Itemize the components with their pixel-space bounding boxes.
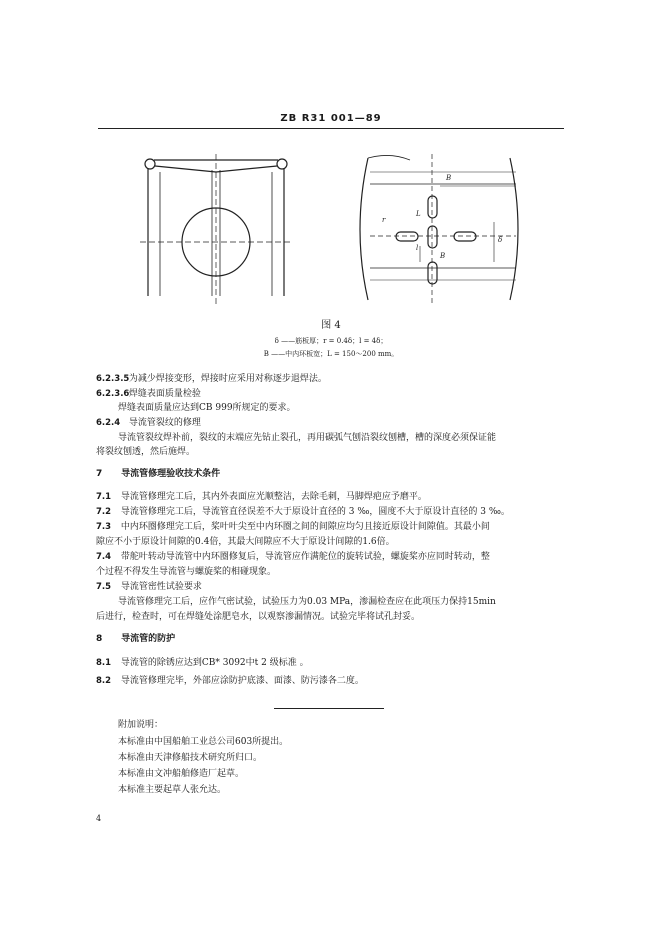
label-B-top: B bbox=[446, 174, 452, 182]
clause-number: 7.3 bbox=[96, 522, 112, 532]
clause-number: 8.2 bbox=[96, 676, 112, 686]
para-7-5 bbox=[96, 580, 202, 594]
document-header: ZB R31 001—89 bbox=[280, 113, 382, 124]
figure-4-drawing bbox=[120, 150, 540, 310]
clause-text: 导流管修理完工后，导流管直径误差不大于原设计直径的 3 ‰，圆度不大于原设计直径的 3 ‰。 bbox=[120, 507, 510, 517]
clause-number: 6.2.4 bbox=[96, 418, 121, 428]
label-L: L bbox=[416, 210, 421, 218]
clause-text: 焊缝表面质量检验 bbox=[128, 389, 201, 399]
page-number: 4 bbox=[96, 814, 102, 823]
left-top-right-circle bbox=[277, 159, 287, 169]
para-7-5-body2: 后进行，检查时，可在焊缝处涂肥皂水，以观察渗漏情况。试验完毕将试孔封妥。 bbox=[96, 612, 421, 622]
para-6-2-4-body2: 将裂纹刨透，然后施焊。 bbox=[96, 447, 196, 457]
figure-legend-line2: B ——中内环板宽；L = 150～200 mm。 bbox=[263, 350, 399, 358]
clause-text: 带舵叶转动导流管中内环圈修复后，导流管应作满舵位的旋转试验，螺旋桨亦应同时转动，整 bbox=[120, 552, 490, 562]
note-4: 本标准主要起草人张允达。 bbox=[118, 785, 227, 795]
figure-caption: 图 4 bbox=[321, 320, 341, 331]
para-7-3 bbox=[96, 520, 490, 534]
para-7-1 bbox=[96, 490, 427, 504]
label-l: l bbox=[416, 244, 419, 252]
clause-text: 导流管的除锈应达到CB* 3092中t 2 级标准 。 bbox=[120, 658, 309, 668]
slot-left bbox=[396, 232, 418, 241]
section-title: 导流管的防护 bbox=[121, 634, 176, 644]
para-7-4-cont: 个过程不得发生导流管与螺旋桨的相碰现象。 bbox=[96, 567, 277, 577]
section-8-heading bbox=[96, 632, 175, 646]
note-2: 本标准由天津修船技术研究所归口。 bbox=[118, 753, 263, 763]
clause-text: 导流管修理完工后，其内外表面应光顺整洁，去除毛刺，马脚焊疤应予磨平。 bbox=[120, 492, 427, 502]
para-7-2 bbox=[96, 505, 510, 519]
clause-number: 7.2 bbox=[96, 507, 112, 517]
clause-number: 6.2.3.6 bbox=[96, 389, 130, 399]
clause-text: 导流管裂纹的修理 bbox=[128, 418, 201, 428]
para-7-4 bbox=[96, 550, 490, 564]
para-6-2-4 bbox=[96, 416, 201, 430]
slot-right bbox=[454, 232, 476, 241]
label-delta: δ bbox=[498, 236, 503, 244]
clause-text: 为减少焊接变形，焊接时应采用对称逐步退焊法。 bbox=[128, 374, 327, 384]
para-6-2-3-5 bbox=[96, 372, 327, 386]
clause-text: 导流管密性试验要求 bbox=[120, 582, 202, 592]
left-top-left-circle bbox=[145, 159, 155, 169]
clause-text: 中内环圈修理完工后，桨叶叶尖至中内环圈之间的间隙应均匀且接近原设计间隙值。其最小间 bbox=[120, 522, 490, 532]
para-7-3-cont: 隙应不小于原设计间隙的0.4倍，其最大间隙应不大于原设计间隙的1.6倍。 bbox=[96, 537, 395, 547]
note-1: 本标准由中国船舶工业总公司603所提出。 bbox=[118, 737, 289, 747]
clause-number: 6.2.3.5 bbox=[96, 374, 130, 384]
label-B-half: B bbox=[440, 252, 446, 260]
para-6-2-3-6-body: 焊缝表面质量应达到CB 999所规定的要求。 bbox=[118, 403, 296, 413]
section-number: 8 bbox=[96, 634, 103, 644]
section-number: 7 bbox=[96, 469, 103, 479]
notes-title: 附加说明： bbox=[118, 720, 164, 730]
section-7-heading bbox=[96, 467, 220, 481]
section-title: 导流管修理验收技术条件 bbox=[121, 469, 221, 479]
figure-legend-line1: δ ——筋板厚；r = 0.4δ；l = 4δ； bbox=[274, 337, 388, 345]
note-3: 本标准由文冲船舶修造厂起草。 bbox=[118, 769, 245, 779]
slot-center bbox=[428, 226, 437, 248]
clause-number: 7.1 bbox=[96, 492, 112, 502]
label-r: r bbox=[382, 216, 386, 224]
clause-number: 7.4 bbox=[96, 552, 112, 562]
slot-bottom bbox=[428, 262, 437, 284]
clause-number: 8.1 bbox=[96, 658, 112, 668]
clause-text: 导流管修理完毕，外部应涂防护底漆、面漆、防污漆各二度。 bbox=[120, 676, 364, 686]
para-6-2-4-body1: 导流管裂纹焊补前，裂纹的末端应先钻止裂孔，再用碳弧气刨沿裂纹刨槽，槽的深度必须保证能 bbox=[118, 433, 497, 443]
clause-number: 7.5 bbox=[96, 582, 112, 592]
header-rule bbox=[98, 128, 564, 129]
para-8-2 bbox=[96, 674, 364, 688]
slot-top bbox=[428, 196, 437, 218]
para-6-2-3-6 bbox=[96, 387, 201, 401]
para-8-1 bbox=[96, 656, 309, 670]
para-7-5-body1: 导流管修理完工后，应作气密试验，试验压力为0.03 MPa，渗漏检查应在此项压力保持15min bbox=[118, 597, 496, 607]
notes-divider bbox=[274, 708, 384, 709]
